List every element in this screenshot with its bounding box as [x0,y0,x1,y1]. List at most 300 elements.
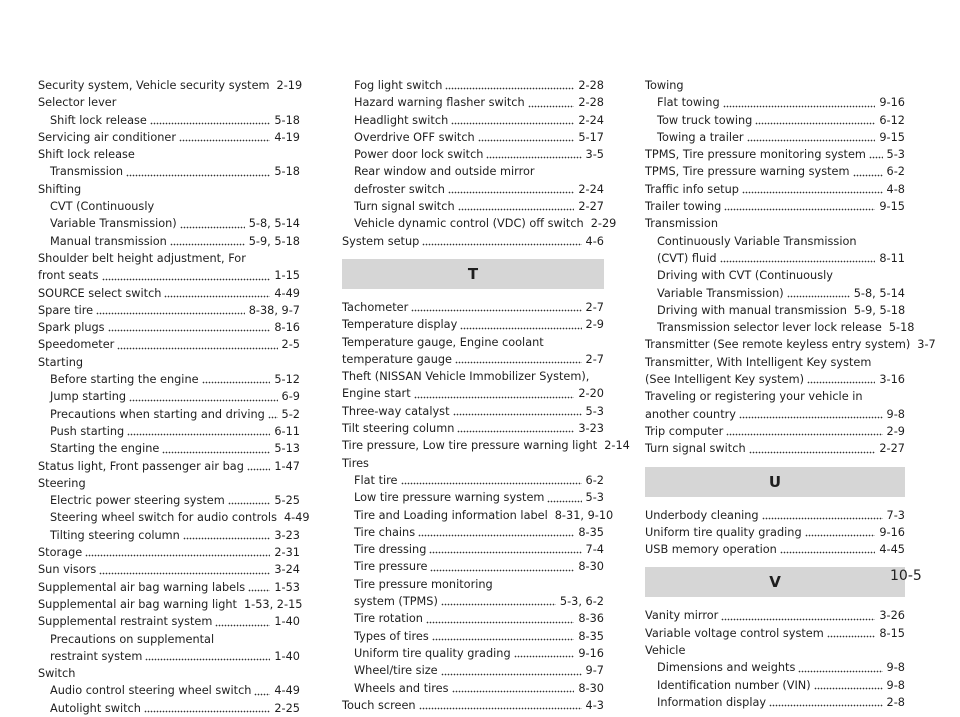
index-entry [38,613,300,630]
index-entry [38,475,300,492]
dot-leader [268,413,278,419]
dot-leader [117,344,277,350]
dot-leader [762,514,883,520]
entry-term: Rear window and outside mirror [354,165,535,179]
entry-term: Tire dressing [354,543,427,557]
entry-page-ref: 4-45 [879,543,905,557]
entry-page-ref: 6-2 [585,473,604,487]
entry-term: Driving with manual transmission [657,303,847,317]
dot-leader [430,566,574,572]
index-entry [38,406,300,423]
index-entry [342,198,604,215]
entry-term: Steering [38,476,86,490]
index-entry [342,94,604,111]
section-letter: V [769,573,781,592]
entry-term: Transmitter (See remote keyless entry system) [645,338,911,352]
entry-term: defroster switch [354,182,445,196]
entry-term: Temperature display [342,318,458,332]
entry-term: Power door lock switch [354,148,484,162]
dot-leader [514,652,575,658]
entry-page-ref: 5-3 [585,404,604,418]
entry-page-ref: 5-9, 5-18 [853,303,906,317]
entry-page-ref: 3-23 [578,422,604,436]
entry-term: Switch [38,667,76,681]
entry-page-ref: 5-13 [274,442,300,456]
dot-leader [769,701,882,707]
entry-page-ref: 5-17 [578,130,604,144]
entry-term: Shoulder belt height adjustment, For [38,251,246,265]
dot-leader [419,704,582,710]
section-letter: U [768,472,782,491]
entry-term: Fog light switch [354,79,443,92]
entry-term: Security system, Vehicle security system [38,79,270,92]
index-entry [342,129,604,146]
entry-page-ref: 8-35 [578,525,604,539]
dot-leader [787,292,850,298]
index-entry [38,371,300,388]
index-entry [645,388,905,405]
entry-term: Speedometer [38,338,115,352]
index-entry [645,507,905,524]
entry-term: Starting the engine [50,442,160,456]
dot-leader [183,534,271,540]
entry-page-ref: 1-15 [274,269,300,283]
index-entry [342,593,604,610]
index-entry [645,440,905,457]
entry-term: Supplemental air bag warning labels [38,580,246,594]
entry-page-ref: 8-31, 9-10 [554,508,614,522]
index-entry [38,198,300,215]
index-entry [645,302,905,319]
entry-page-ref: 5-3, 6-2 [559,595,604,609]
dot-leader [453,410,582,416]
entry-page-ref: 8-30 [578,681,604,695]
dot-leader [441,670,582,676]
dot-leader [422,240,581,246]
index-entry [342,146,604,163]
index-entry [342,610,604,627]
entry-page-ref: 4-49 [274,286,300,300]
entry-term: Tire chains [354,525,416,539]
entry-term: Transmission selector lever lock release [657,321,882,335]
index-entry [38,267,300,284]
entry-page-ref: 2-28 [578,96,604,110]
dot-leader [720,257,876,263]
index-entry [38,233,300,250]
index-entry [38,544,300,561]
index-entry [342,420,604,437]
index-entry [645,524,905,541]
entry-term: Shifting [38,182,82,196]
index-entry [38,388,300,405]
index-entry [342,403,604,420]
entry-page-ref: 2-7 [585,352,604,366]
dot-leader [129,396,278,402]
index-entry [38,163,300,180]
dot-leader [102,275,271,281]
dot-leader [853,171,883,177]
entry-term: another country [645,407,736,421]
entry-term: Variable Transmission) [657,286,784,300]
entry-page-ref: 9-16 [578,646,604,660]
index-entry [342,680,604,697]
dot-leader [164,292,270,298]
entry-page-ref: 2-20 [578,387,604,401]
entry-term: Tire and Loading information label [354,508,548,522]
entry-page-ref: 2-25 [274,701,300,715]
dot-leader [780,548,876,554]
index-entry [342,558,604,575]
index-entry [342,334,604,351]
entry-term: Uniform tire quality grading [354,646,511,660]
entry-term: CVT (Continuously [50,200,155,214]
dot-leader [814,684,883,690]
entry-page-ref: 9-16 [879,96,905,110]
entry-page-ref: 2-27 [578,200,604,214]
index-column-1 [38,77,310,717]
entry-term: Towing [645,79,684,92]
entry-page-ref: 9-7 [585,664,604,678]
entry-page-ref: 6-11 [274,424,300,438]
entry-page-ref: 1-47 [274,459,300,473]
dot-leader [807,378,875,384]
entry-page-ref: 2-9 [886,424,905,438]
entry-page-ref: 5-18 [274,113,300,127]
index-entry [645,354,905,371]
index-entry [38,631,300,648]
index-entry [38,94,300,111]
entry-page-ref: 5-25 [274,494,300,508]
index-entry [38,319,300,336]
entry-page-ref: 2-8 [886,695,905,709]
index-entry [38,181,300,198]
index-entry [342,489,604,506]
entry-page-ref: 2-24 [578,113,604,127]
entry-page-ref: 9-15 [879,200,905,214]
entry-page-ref: 4-8 [886,182,905,196]
entry-term: Turn signal switch [354,200,455,214]
entry-term: Flat towing [657,96,720,110]
index-entry [342,181,604,198]
entry-term: Storage [38,546,83,560]
entry-term: Servicing air conditioner [38,130,176,144]
index-entry [342,215,617,232]
dot-leader [457,427,574,433]
entry-page-ref: 3-24 [274,563,300,577]
entry-term: Tilt steering column [342,422,455,436]
dot-leader [721,615,875,621]
entry-term: Trailer towing [645,200,722,214]
index-entry [342,455,604,472]
dot-leader [96,309,245,315]
entry-term: SOURCE select switch [38,286,162,300]
index-entry [38,458,300,475]
index-entry [38,336,300,353]
entry-page-ref: 8-30 [578,560,604,574]
index-entry [342,541,604,558]
entry-term: restraint system [50,649,143,663]
entry-page-ref: 3-7 [917,338,936,352]
entry-term: Temperature gauge, Engine coolant [342,335,544,349]
dot-leader [202,378,271,384]
entry-term: Spare tire [38,303,94,317]
dot-leader [723,102,876,108]
entry-page-ref: 4-19 [274,130,300,144]
entry-page-ref: 2-14 [604,439,630,453]
entry-page-ref: 5-8, 5-14 [248,217,300,231]
index-entry [38,77,303,94]
entry-term: Tire pressure, Low tire pressure warning light [342,439,598,453]
index-entry [342,163,604,180]
entry-term: Tow truck towing [657,113,753,127]
dot-leader [127,430,270,436]
entry-page-ref: 6-9 [281,390,300,404]
dot-leader [478,136,575,142]
dot-leader [460,324,581,330]
entry-page-ref: 2-7 [585,300,604,314]
entry-term: TPMS, Tire pressure warning system [645,165,850,179]
index-entry [38,112,300,129]
entry-page-ref: 2-27 [879,442,905,456]
index-entry [38,354,300,371]
index-entry [342,351,604,368]
index-entry [342,507,614,524]
entry-page-ref: 7-4 [585,543,604,557]
index-entry [645,215,905,232]
entry-term: Supplemental air bag warning light [38,597,237,611]
entry-page-ref: 9-16 [879,525,905,539]
index-entry [38,146,300,163]
entry-page-ref: 2-5 [281,338,300,352]
index-entry [645,607,905,624]
dot-leader [215,621,270,627]
index-entry [645,267,905,284]
entry-term: Electric power steering system [50,494,225,508]
index-entry [342,697,604,714]
entry-page-ref: 8-38, 9-7 [248,303,300,317]
index-entry [645,541,905,558]
entry-page-ref: 4-49 [274,684,300,698]
entry-term: Traveling or registering your vehicle in [645,390,863,404]
index-entry [645,406,905,423]
dot-leader [162,448,270,454]
dot-leader [254,690,270,696]
entry-term: Three-way catalyst [342,404,450,418]
dot-leader [150,119,271,125]
entry-page-ref: 8-15 [879,626,905,640]
dot-leader [414,393,575,399]
entry-page-ref: 4-3 [585,698,604,712]
index-entry [38,440,300,457]
index-entry [38,665,300,682]
entry-term: Selector lever [38,96,117,110]
entry-term: Variable Transmission) [50,217,177,231]
entry-page-ref: 9-8 [886,678,905,692]
entry-term: Theft (NISSAN Vehicle Immobilizer System), [342,370,590,384]
index-entry [645,181,905,198]
entry-term: Towing a trailer [657,130,744,144]
index-entry [645,250,905,267]
index-entry [342,662,604,679]
entry-page-ref: 3-26 [879,609,905,623]
entry-term: Overdrive OFF switch [354,130,475,144]
entry-term: Vehicle dynamic control (VDC) off switch [354,217,584,231]
entry-term: Identification number (VIN) [657,678,811,692]
entry-term: Tire pressure [354,560,428,574]
index-entry [38,492,300,509]
index-entry [645,285,905,302]
entry-page-ref: 8-16 [274,321,300,335]
entry-term: Precautions on supplemental [50,632,215,646]
entry-page-ref: 2-19 [276,79,303,92]
index-entry [38,250,300,267]
dot-leader [452,687,575,693]
index-entry [38,579,300,596]
entry-page-ref: 2-9 [585,318,604,332]
entry-term: Low tire pressure warning system [354,491,545,505]
entry-term: Push starting [50,424,125,438]
entry-page-ref: 3-23 [274,528,300,542]
entry-page-ref: 5-2 [281,407,300,421]
dot-leader [145,655,270,661]
index-entry [342,524,604,541]
dot-leader [747,136,876,142]
index-entry [645,659,905,676]
dot-leader [742,188,883,194]
dot-leader [726,430,882,436]
entry-term: Hazard warning flasher switch [354,96,525,110]
dot-leader [547,497,581,503]
entry-term: Information display [657,695,767,709]
entry-page-ref: 1-40 [274,615,300,629]
entry-page-ref: 6-2 [886,165,905,179]
entry-term: front seats [38,269,99,283]
entry-term: Precautions when starting and driving [50,407,265,421]
index-entry [645,625,905,642]
entry-term: Audio control steering wheel switch [50,684,252,698]
entry-term: Manual transmission [50,234,167,248]
index-entry [645,233,905,250]
index-entry [38,527,300,544]
index-entry [38,423,300,440]
dot-leader [108,326,271,332]
index-entry [342,576,604,593]
entry-term: Vehicle [645,644,686,658]
entry-term: Tachometer [342,300,409,314]
dot-leader [418,531,574,537]
dot-leader [458,205,575,211]
dot-leader [739,413,883,419]
entry-term: Supplemental restraint system [38,615,213,629]
entry-page-ref: 5-18 [888,321,915,335]
entry-term: system (TPMS) [354,595,438,609]
entry-page-ref: 2-28 [578,79,604,92]
entry-term: Autolight switch [50,701,141,715]
index-entry [645,163,905,180]
entry-term: Jump starting [50,390,127,404]
entry-page-ref: 5-8, 5-14 [853,286,905,300]
index-entry [342,628,604,645]
index-entry [38,682,300,699]
index-entry [38,285,300,302]
index-entry [38,129,300,146]
entry-term: Transmission [50,165,123,179]
dot-leader [432,635,575,641]
entry-page-ref: 8-36 [578,612,604,626]
index-entry [645,642,905,659]
entry-page-ref: 2-24 [578,182,604,196]
entry-term: temperature gauge [342,352,452,366]
index-entry [342,77,604,94]
index-entry [38,648,300,665]
dot-leader [248,586,270,592]
entry-term: Starting [38,355,84,369]
dot-leader [247,465,270,471]
entry-term: Spark plugs [38,321,105,335]
entry-term: Traffic info setup [645,182,739,196]
index-entry [645,146,905,163]
index-entry [342,385,604,402]
dot-leader [755,119,875,125]
index-entry [645,129,905,146]
entry-page-ref: 1-40 [274,649,300,663]
index-entry [38,509,310,526]
entry-page-ref: 2-31 [274,546,300,560]
dot-leader [724,205,875,211]
entry-term: Trip computer [645,424,724,438]
index-entry [645,677,905,694]
dot-leader [429,548,581,554]
index-entry [645,694,905,711]
dot-leader [805,531,876,537]
dot-leader [869,153,883,159]
index-entry [342,472,604,489]
entry-term: Sun visors [38,563,97,577]
dot-leader [411,306,581,312]
entry-term: (See Intelligent Key system) [645,373,804,387]
entry-page-ref: 2-29 [590,217,617,231]
entry-term: Status light, Front passenger air bag [38,459,244,473]
entry-page-ref: 3-16 [879,373,905,387]
dot-leader [426,618,574,624]
entry-term: Tilting steering column [50,528,180,542]
entry-term: (CVT) fluid [657,251,717,265]
entry-term: TPMS, Tire pressure monitoring system [645,148,866,162]
entry-term: Driving with CVT (Continuously [657,269,833,283]
index-entry [342,299,604,316]
index-entry [645,371,905,388]
index-entry [38,215,300,232]
entry-term: Underbody cleaning [645,508,759,522]
index-entry [645,198,905,215]
dot-leader [180,223,245,229]
dot-leader [455,358,582,364]
dot-leader [448,188,574,194]
entry-term: Types of tires [354,629,429,643]
index-entry [38,561,300,578]
index-entry [38,302,300,319]
dot-leader [749,448,876,454]
entry-page-ref: 9-8 [886,661,905,675]
index-entry [645,77,905,94]
dot-leader [798,667,882,673]
index-entry [342,645,604,662]
index-entry [645,94,905,111]
entry-page-ref: 7-3 [886,508,905,522]
entry-page-ref: 1-53, 2-15 [243,597,303,611]
section-letter: T [467,264,479,283]
entry-page-ref: 5-3 [585,491,604,505]
